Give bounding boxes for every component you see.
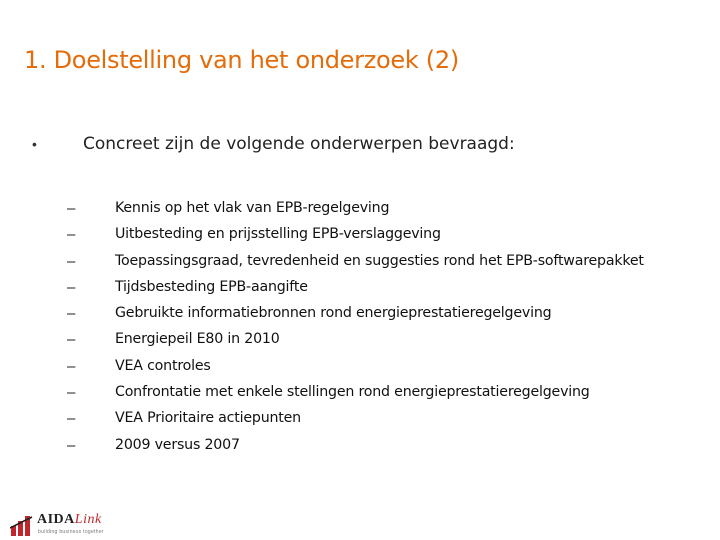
company-logo	[10, 510, 120, 538]
list-item	[67, 277, 697, 303]
dash-icon: –	[67, 305, 76, 323]
slide-title: 1. Doelstelling van het onderzoek (2)	[24, 46, 459, 74]
list-item-text: Kennis op het vlak van EPB-regelgeving	[115, 200, 390, 216]
dash-icon: –	[67, 410, 76, 428]
logo-mark-icon	[10, 514, 34, 536]
bullet-icon: •	[32, 136, 37, 152]
list-item-text: Confrontatie met enkele stellingen rond energieprestatieregelgeving	[115, 384, 590, 401]
list-item	[67, 356, 697, 382]
dash-icon: –	[67, 436, 76, 454]
logo-tagline: building business together	[38, 529, 104, 535]
list-item-text: Gebruikte informatiebronnen rond energieprestatieregelgeving	[115, 305, 552, 322]
list-item-text: Uitbesteding en prijsstelling EPB-verslaggeving	[115, 226, 441, 243]
dash-icon: –	[67, 252, 76, 270]
list-item	[67, 382, 697, 408]
list-item	[67, 435, 697, 461]
list-item	[67, 303, 697, 329]
intro-text: Concreet zijn de volgende onderwerpen bevraagd:	[83, 134, 515, 154]
list-item-text: VEA controles	[115, 357, 211, 374]
logo-wordmark	[37, 512, 102, 528]
list-item	[67, 408, 697, 434]
list-item-text: VEA Prioritaire actiepunten	[115, 410, 301, 427]
dash-icon: –	[67, 331, 76, 349]
list-item-text: Energiepeil E80 in 2010	[115, 331, 280, 348]
dash-icon: –	[67, 200, 76, 217]
topic-list	[67, 198, 697, 461]
list-item-text: Tijdsbesteding EPB-aangifte	[115, 278, 308, 295]
list-item	[67, 251, 697, 277]
logo-name-accent: Link	[74, 512, 102, 527]
list-item	[67, 329, 697, 355]
list-item	[67, 224, 697, 250]
dash-icon: –	[67, 384, 76, 402]
list-item-text: Toepassingsgraad, tevredenheid en suggesties rond het EPB-softwarepakket	[115, 252, 644, 269]
list-item	[67, 198, 697, 224]
list-item-text: 2009 versus 2007	[115, 436, 240, 453]
dash-icon: –	[67, 226, 76, 244]
dash-icon: –	[67, 278, 76, 296]
dash-icon: –	[67, 357, 76, 375]
logo-name-main: AIDA	[37, 512, 75, 527]
